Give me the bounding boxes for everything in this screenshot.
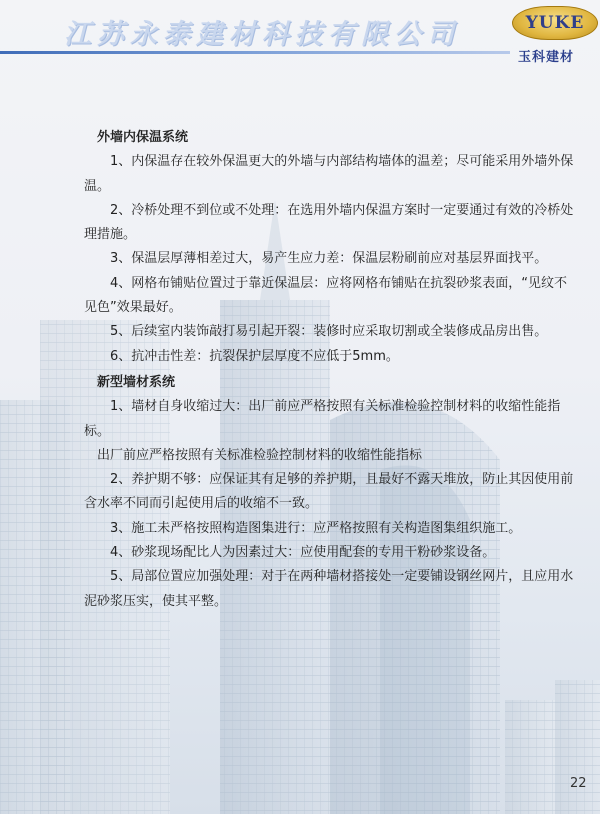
company-name: 江苏永泰建材科技有限公司 — [64, 19, 460, 50]
logo-chinese-name: 玉科建材 — [518, 50, 575, 65]
paragraph: 3、施工未严格按照构造图集进行：应严格按照有关构造图集组织施工。 — [110, 520, 522, 536]
logo-emblem-icon — [512, 6, 598, 40]
section-title: 外墙内保温系统 — [97, 130, 189, 145]
page-number: 22 — [570, 776, 587, 791]
brand-logo — [512, 6, 596, 66]
paragraph: 1、墙材自身收缩过大：出厂前应严格按照有关标准检验控制材料的收缩性能指标。 — [84, 399, 561, 439]
page-header — [0, 0, 600, 70]
paragraph: 出厂前应严格按照有关标准检验控制材料的收缩性能指标 — [97, 447, 423, 463]
paragraph: 2、养护期不够：应保证其有足够的养护期，且最好不露天堆放，防止其因使用前含水率不同而引起使用后的收缩不一致。 — [84, 472, 574, 512]
paragraph: 5、局部位置应加强处理：对于在两种墙材搭接处一定要铺设钢丝网片，且应用水泥砂浆压实，使其平整。 — [84, 569, 574, 609]
section-title: 新型墙材系统 — [97, 374, 176, 390]
paragraph: 4、砂浆现场配比人为因素过大：应使用配套的专用干粉砂浆设备。 — [110, 545, 496, 561]
paragraph: 4、网格布铺贴位置过于靠近保温层：应将网格布铺贴在抗裂砂浆表面，“见纹不见色”效果最好。 — [84, 275, 568, 316]
paragraph: 2、冷桥处理不到位或不处理：在选用外墙内保温方案时一定要通过有效的冷桥处理措施。 — [84, 202, 574, 243]
paragraph: 6、抗冲击性差：抗裂保护层厚度不应低于5mm。 — [110, 348, 399, 364]
paragraph: 3、保温层厚薄相差过大，易产生应力差：保温层粉刷前应对基层界面找平。 — [110, 251, 548, 267]
paragraph: 1、内保温存在较外保温更大的外墙与内部结构墙体的温差；尽可能采用外墙外保温。 — [84, 154, 574, 194]
article-body — [84, 124, 574, 614]
paragraph: 5、后续室内装饰敲打易引起开裂：装修时应采取切割或全装修成品房出售。 — [110, 324, 548, 340]
logo-text: YUKE — [525, 13, 585, 33]
header-divider — [0, 51, 510, 54]
